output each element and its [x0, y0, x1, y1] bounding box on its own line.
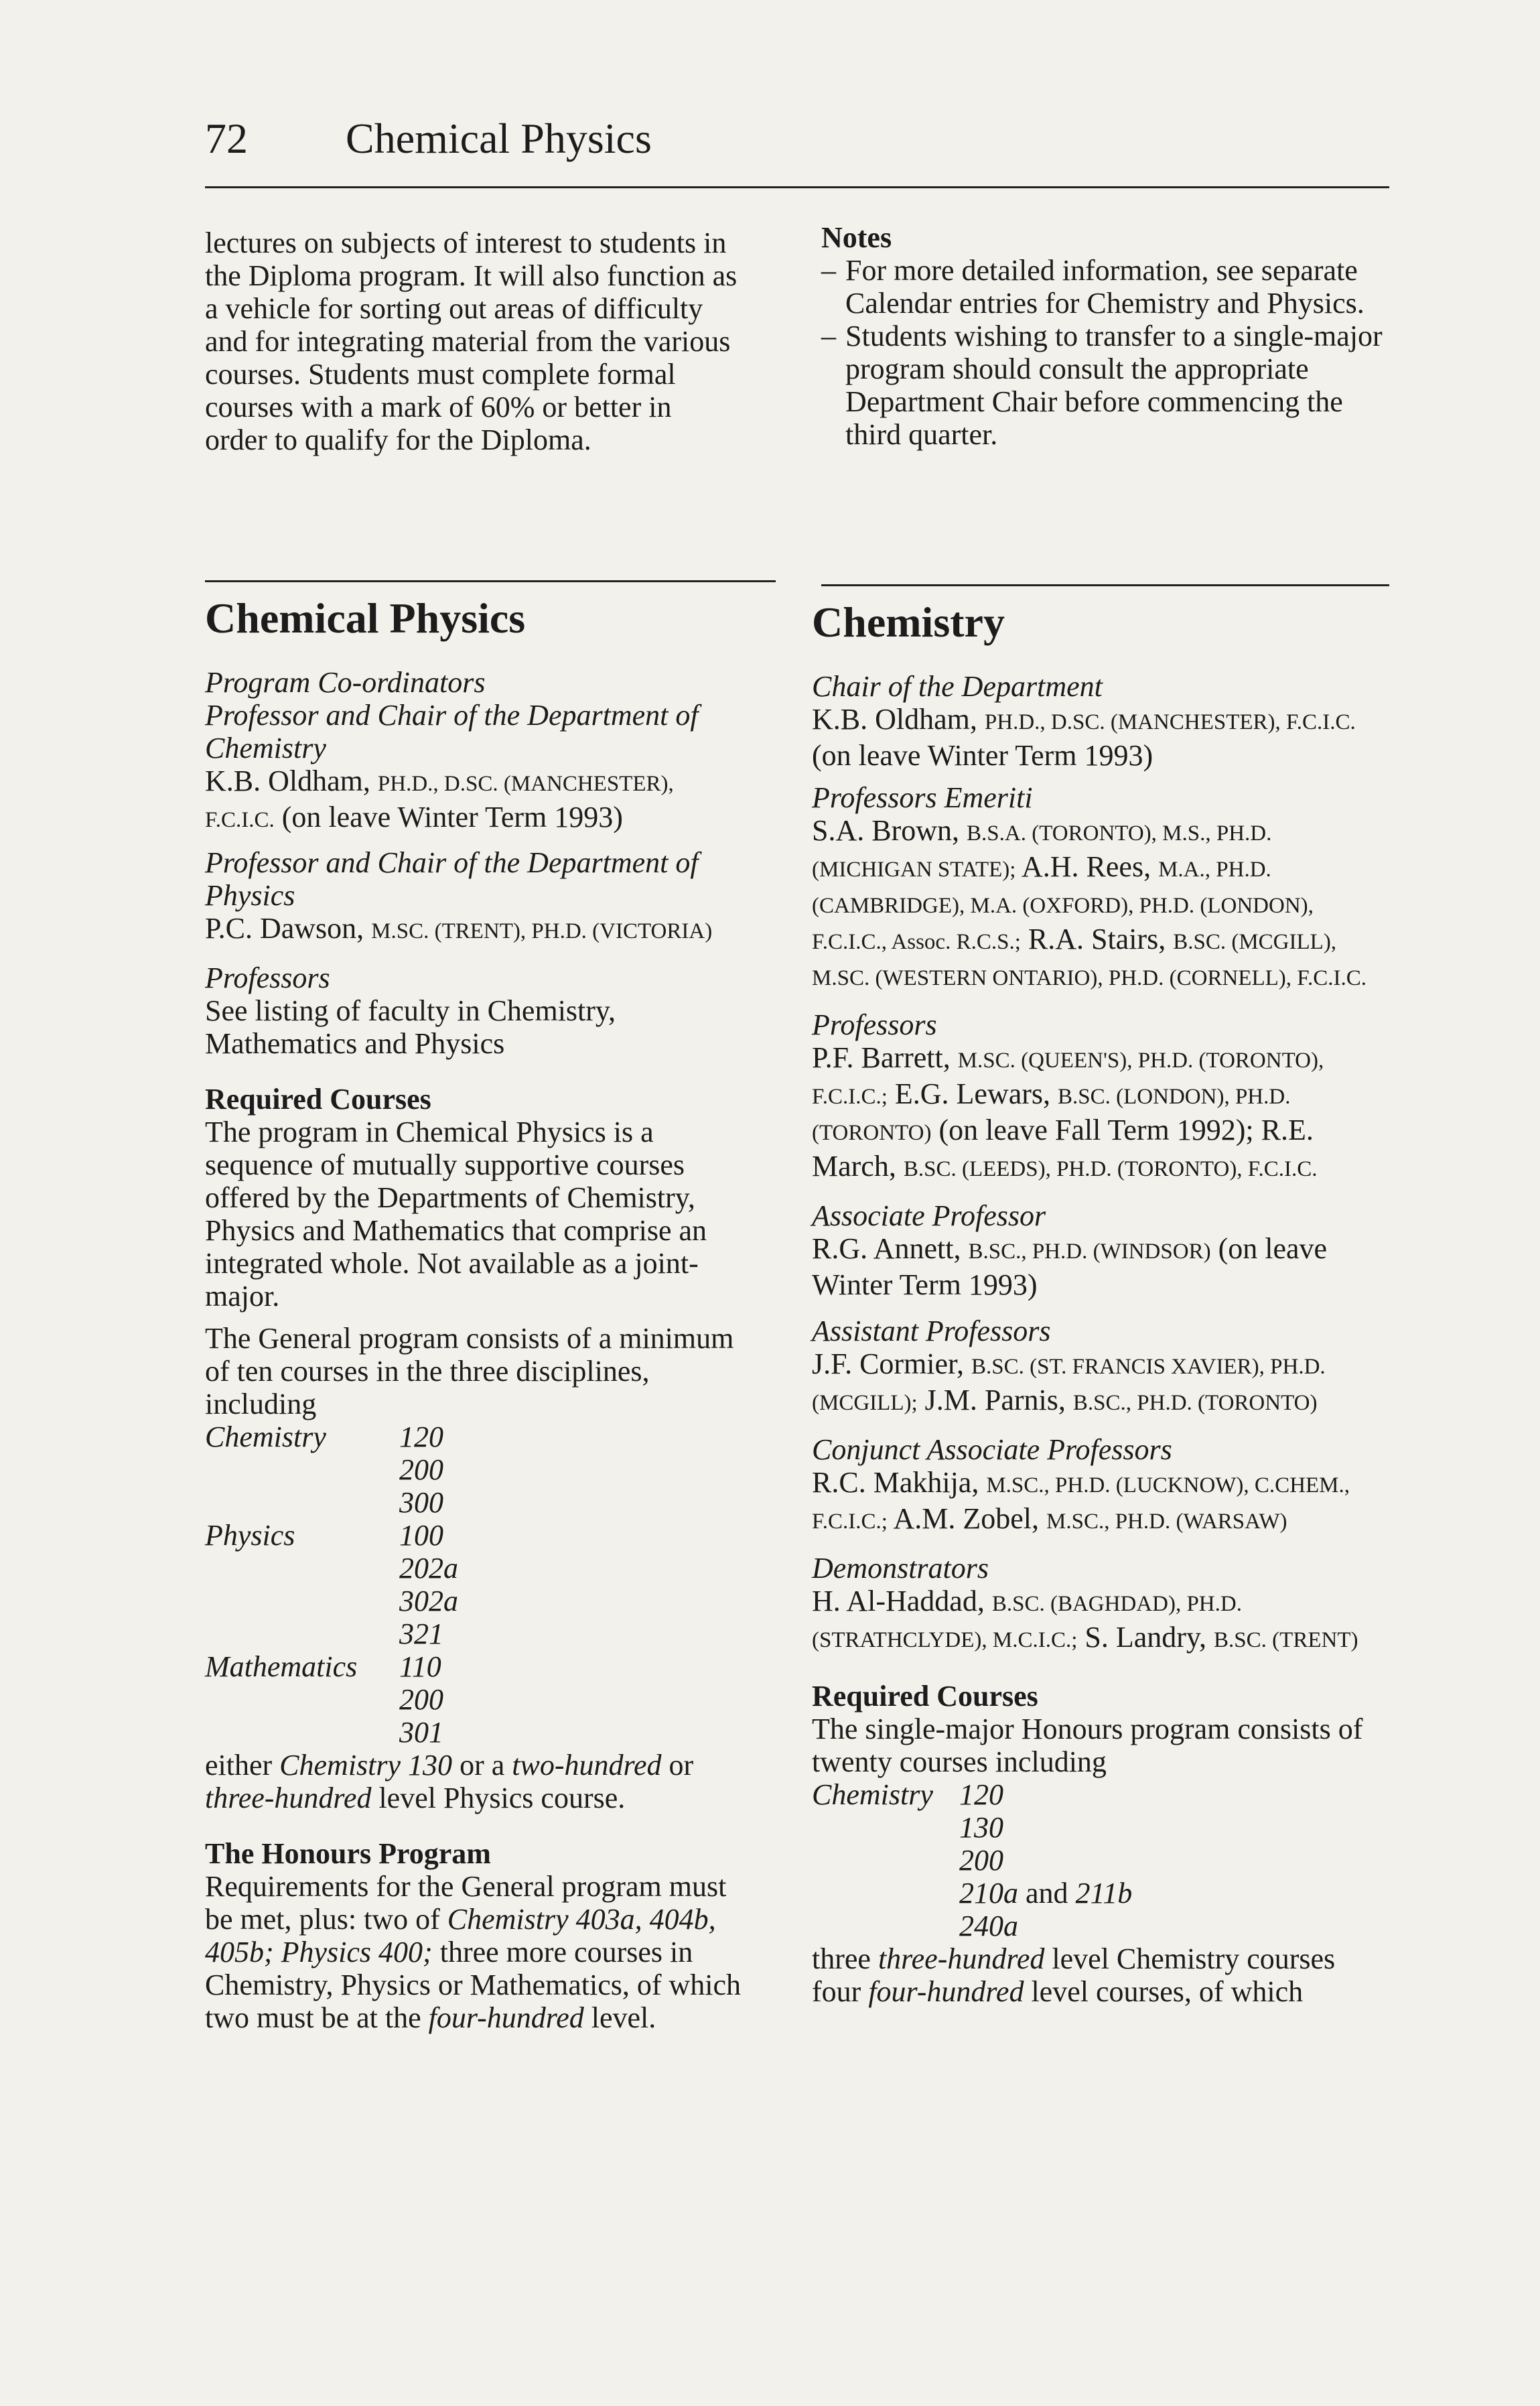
list-item: 200 [399, 1453, 443, 1486]
required-courses-text: The program in Chemical Physics is a sequence of mutually supportive courses offered by the Departments of Chemistry, Physics and Mathematics that comprise an integrated whole. Not available as a joint-major. [205, 1116, 707, 1313]
list-item: 301 [399, 1716, 443, 1749]
left-column [205, 226, 741, 456]
left-section-rule [205, 580, 776, 582]
faculty-assistant: J.F. Cormier, B.SC. (ST. FRANCIS XAVIER), PH.D. (MCGILL); J.M. Parnis, B.SC., PH.D. (TORONTO) [812, 1347, 1326, 1416]
list-item: Chemistry 120 [812, 1778, 1003, 1811]
list-item: 202a [399, 1552, 458, 1585]
intro-paragraph: lectures on subjects of interest to students in the Diploma program. It will also function as a vehicle for sorting out areas of difficulty and for integrating material from the various courses. Students must complete formal courses with a mark of 60% or better in order to qualify for the Diploma. [205, 226, 738, 456]
either-text: either Chemistry 130 or a two-hundred or three-hundred level Physics course. [205, 1749, 694, 1814]
faculty-professors: P.F. Barrett, M.SC. (QUEEN'S), PH.D. (TORONTO), F.C.I.C.; E.G. Lewars, B.SC. (LONDON), PH.D. (TORONTO) (on leave Fall Term 1992); R.E. March, B.SC. (LEEDS), PH.D. (TORONTO), F.C.I.C. [812, 1041, 1324, 1183]
faculty-dawson: P.C. Dawson, M.SC. (TRENT), PH.D. (VICTORIA) [205, 912, 713, 945]
general-program-text: The General program consists of a minimum of ten courses in the three disciplines, including [205, 1322, 734, 1420]
chair-label: Chair of the Department [812, 670, 1103, 703]
list-item: 321 [399, 1617, 443, 1650]
demonstrators-label: Demonstrators [812, 1552, 989, 1585]
list-item: 130 [959, 1811, 1003, 1844]
section-heading-chemistry: Chemistry [812, 598, 1005, 646]
professors-label: Professors [812, 1008, 937, 1041]
professors-text: See listing of faculty in Chemistry, Mathematics and Physics [205, 994, 616, 1060]
faculty-chair: K.B. Oldham, PH.D., D.SC. (MANCHESTER), F.C.I.C. (on leave Winter Term 1993) [812, 703, 1356, 772]
three-hundred-text: three three-hundred level Chemistry courses [812, 1942, 1336, 1975]
chemistry-section [812, 598, 1389, 2008]
list-item: Chemistry 120 [205, 1420, 443, 1453]
required-courses-heading: Required Courses [812, 1680, 1038, 1713]
required-courses-text: The single-major Honours program consists of twenty courses including [812, 1713, 1363, 1778]
professors-label: Professors [205, 961, 330, 994]
list-item: 200 [959, 1844, 1003, 1877]
faculty-conjunct: R.C. Makhija, M.SC., PH.D. (LUCKNOW), C.CHEM., F.C.I.C.; A.M. Zobel, M.SC., PH.D. (WARSAW) [812, 1466, 1350, 1535]
notes-heading: Notes [821, 221, 892, 254]
chemistry-course-list [812, 1778, 1389, 1942]
list-item: 300 [399, 1486, 443, 1519]
header-rule [205, 186, 1389, 188]
page-number: 72 [205, 115, 248, 162]
faculty-oldham: K.B. Oldham, PH.D., D.SC. (MANCHESTER), F.C.I.C. (on leave Winter Term 1993) [205, 764, 674, 833]
list-item: 240a [959, 1910, 1018, 1942]
list-item: 200 [399, 1683, 443, 1716]
chair-chemistry-label: Professor and Chair of the Department of Chemistry [205, 699, 699, 764]
list-item: Mathematics 110 [205, 1650, 441, 1683]
faculty-emeriti: S.A. Brown, B.S.A. (TORONTO), M.S., PH.D. (MICHIGAN STATE); A.H. Rees, M.A., PH.D. (CAMBRIDGE), M.A. (OXFORD), PH.D. (LONDON), F.C.I.C., Assoc. R.C.S.; R.A. Stairs, B.SC. (MCGILL), M.SC. (WESTERN ONTARIO), PH.D. (CORNELL), F.C.I.C. [812, 814, 1367, 990]
honours-program-text: Requirements for the General program must be met, plus: two of Chemistry 403a, 404b, 405b; Physics 400; three more courses in Chemistry, Physics or Mathematics, of which two must be at the four-hundred level. [205, 1870, 742, 2034]
chemical-physics-section [205, 594, 748, 2034]
general-course-list [205, 1420, 748, 1749]
list-item: 302a [399, 1585, 458, 1617]
list-item: – For more detailed information, see separate Calendar entries for Chemistry and Physics. [821, 254, 1364, 320]
list-item: – Students wishing to transfer to a single-major program should consult the appropriate Department Chair before commencing the third quarter. [821, 320, 1383, 451]
assistant-professors-label: Assistant Professors [812, 1315, 1051, 1347]
required-courses-heading: Required Courses [205, 1083, 431, 1116]
emeriti-label: Professors Emeriti [812, 781, 1033, 814]
section-heading-chemical-physics: Chemical Physics [205, 594, 526, 642]
list-item: 210a and 211b [959, 1877, 1133, 1910]
faculty-demonstrators: H. Al-Haddad, B.SC. (BAGHDAD), PH.D. (STRATHCLYDE), M.C.I.C.; S. Landry, B.SC. (TRENT) [812, 1585, 1358, 1654]
conjunct-professors-label: Conjunct Associate Professors [812, 1433, 1172, 1466]
honours-program-heading: The Honours Program [205, 1837, 491, 1870]
notes-section [821, 221, 1384, 451]
list-item: Physics 100 [205, 1519, 443, 1552]
four-hundred-text: four four-hundred level courses, of which [812, 1975, 1304, 2008]
right-section-rule [821, 584, 1389, 586]
running-title: Chemical Physics [346, 115, 652, 162]
faculty-associate: R.G. Annett, B.SC., PH.D. (WINDSOR) (on leave Winter Term 1993) [812, 1232, 1328, 1301]
coordinators-label: Program Co-ordinators [205, 666, 486, 699]
chair-physics-label: Professor and Chair of the Department of Physics [205, 846, 699, 912]
associate-professor-label: Associate Professor [812, 1199, 1046, 1232]
